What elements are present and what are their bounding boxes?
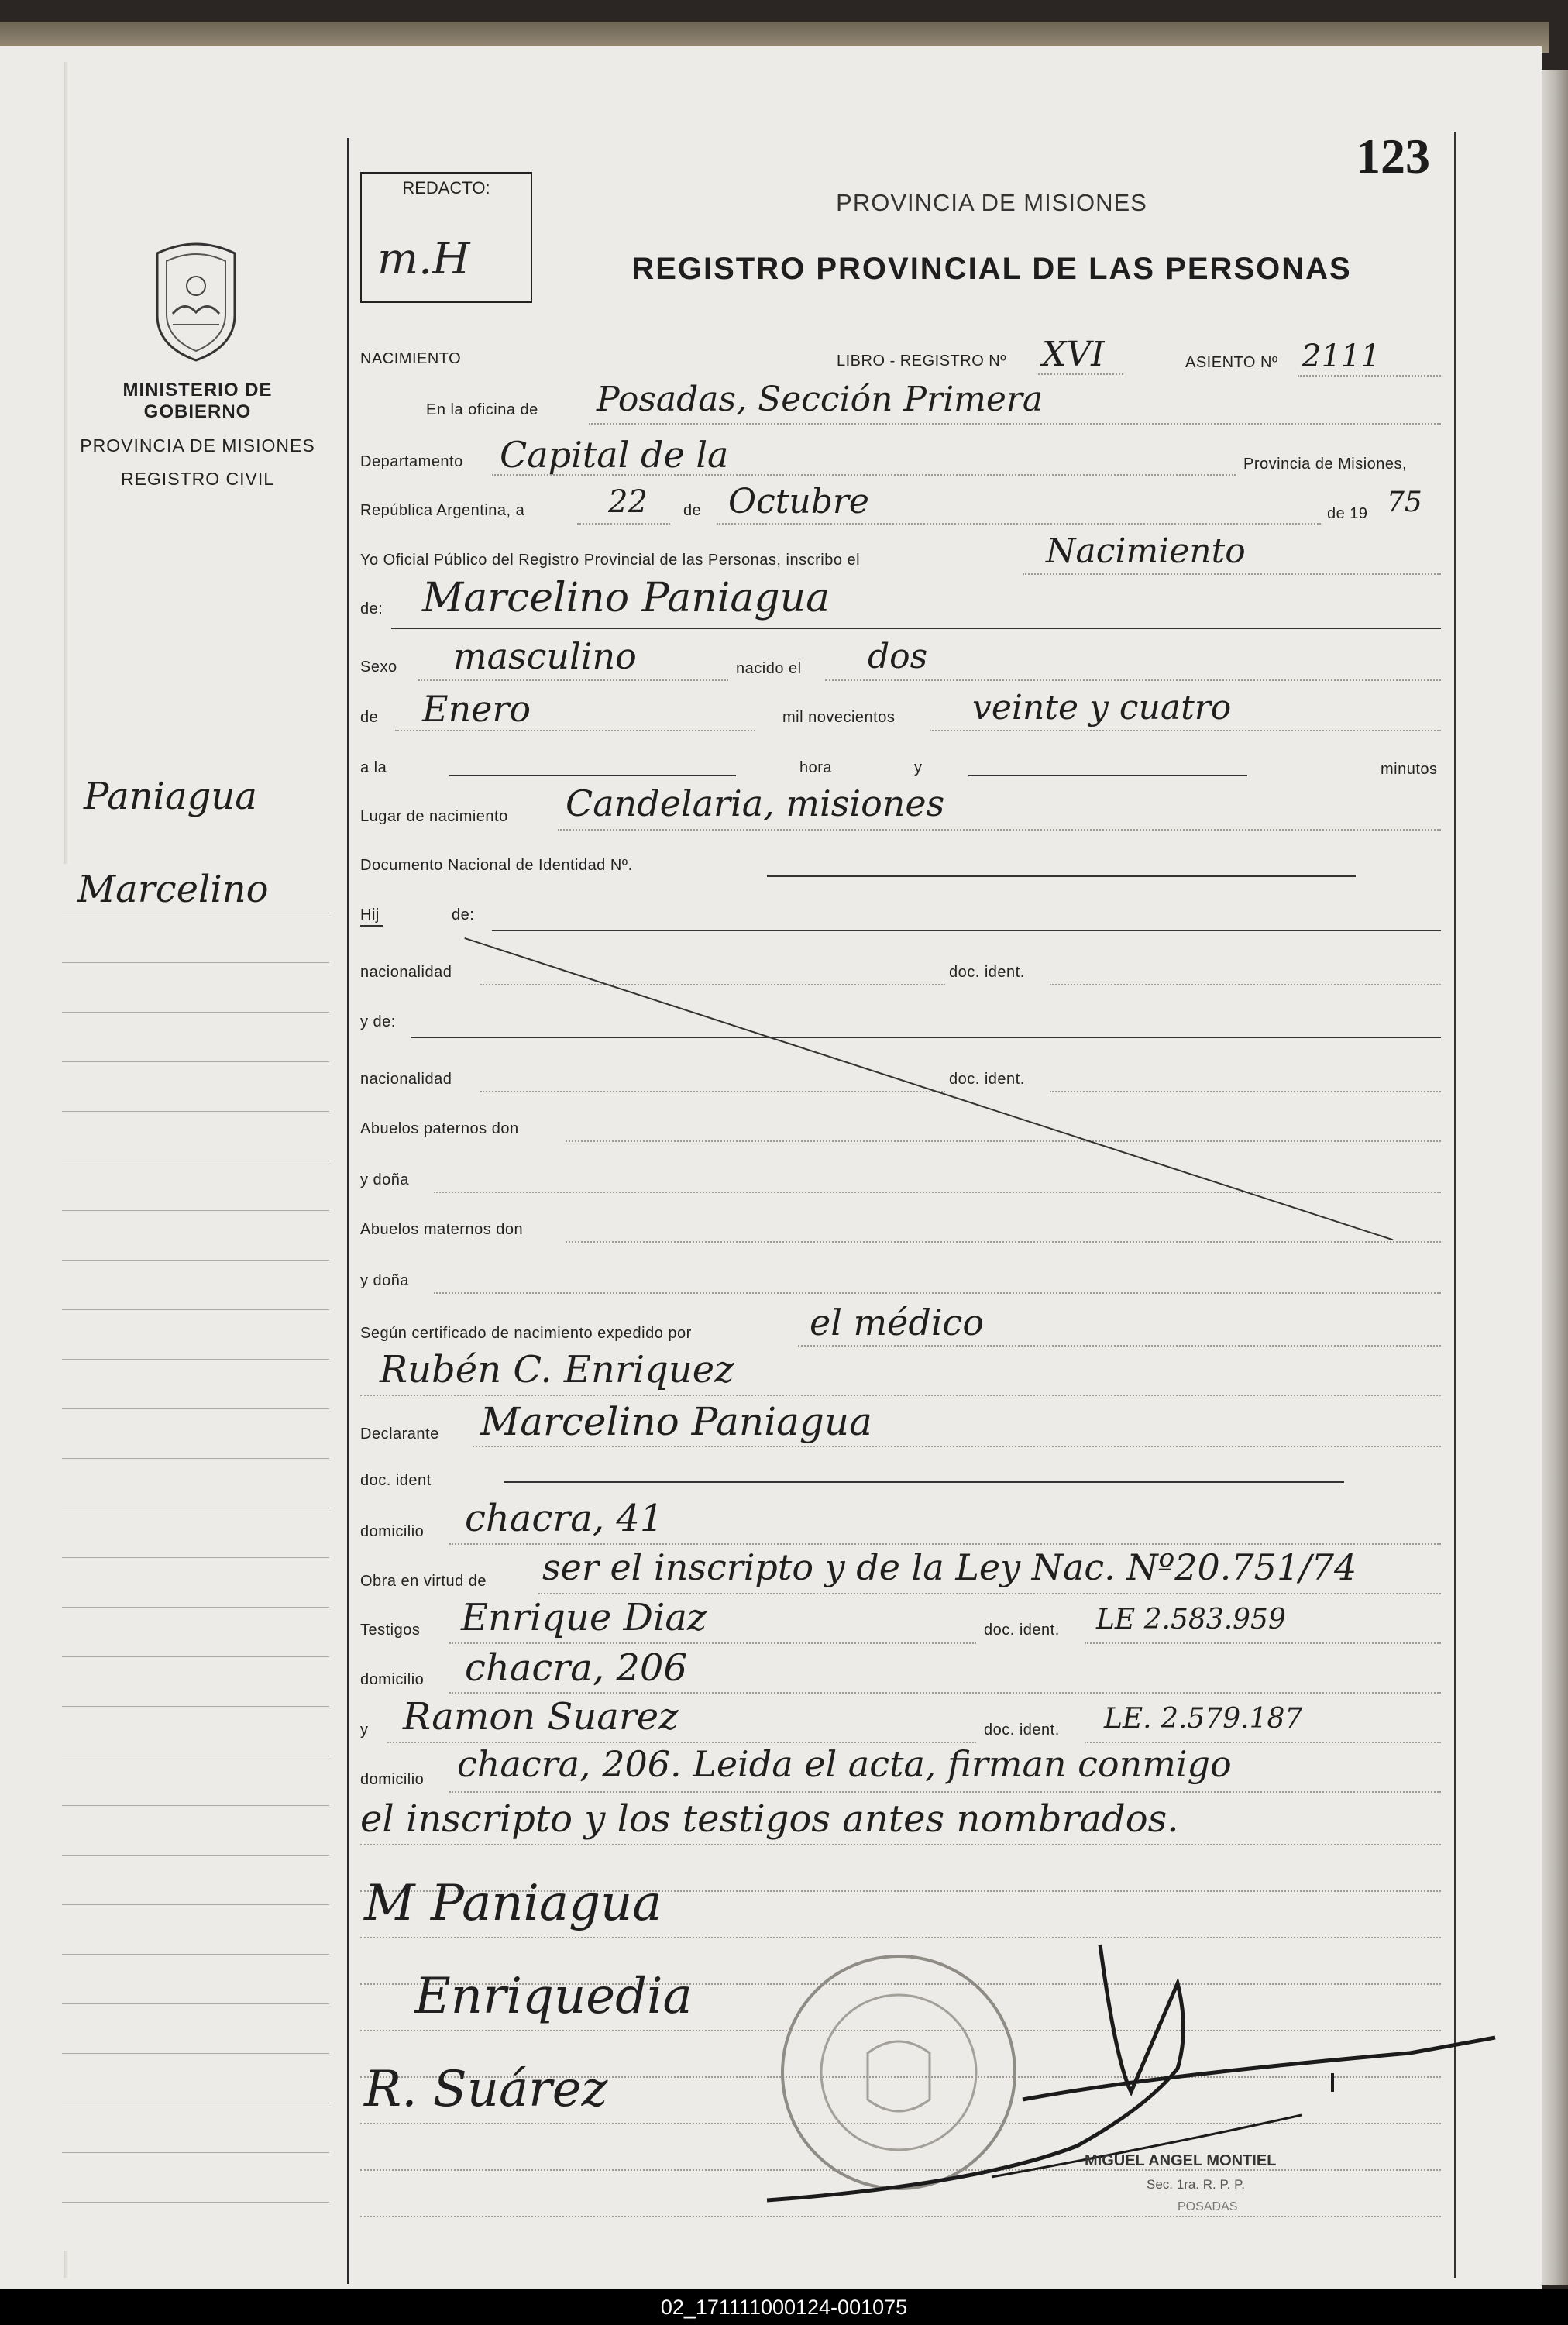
redacto-initials: m.H [377, 234, 470, 284]
testigos-label: Testigos [360, 1622, 421, 1639]
minutos-label: minutos [1381, 761, 1438, 778]
mes-nac-value: Enero [422, 688, 531, 730]
mes-value: Octubre [728, 482, 869, 521]
departamento-value: Capital de la [500, 434, 729, 476]
nacimiento-label: NACIMIENTO [360, 350, 462, 367]
nombre-value: Marcelino Paniagua [422, 575, 830, 621]
domicilio3-label: domicilio [360, 1771, 425, 1788]
registry-heading: REGISTRO PROVINCIAL DE LAS PERSONAS [631, 252, 1352, 286]
sexo-label: Sexo [360, 659, 397, 676]
de-label: de [683, 502, 702, 519]
official-stamp-line2: Sec. 1ra. R. P. P. [1147, 2177, 1245, 2192]
ministry-name: MINISTERIO DE GOBIERNO [122, 380, 273, 422]
oficina-value: Posadas, Sección Primera [597, 380, 1044, 419]
docident-t2-value: LE. 2.579.187 [1104, 1703, 1303, 1735]
asiento-value: 2111 [1302, 339, 1381, 374]
signature-testigo-2: R. Suárez [364, 2061, 608, 2118]
certificado-label: Según certificado de nacimiento expedido por [360, 1325, 692, 1342]
departamento-label: Departamento [360, 453, 463, 470]
signature-testigo-1: Enriquedia [414, 1968, 693, 2025]
margin-given-name: Marcelino [77, 868, 269, 911]
de2-label: de [360, 709, 379, 726]
hij-label: Hij [360, 906, 380, 923]
docident1-label: doc. ident. [949, 964, 1025, 981]
testigo2-value: Ramon Suarez [403, 1695, 679, 1739]
domicilio1-value: chacra, 41 [465, 1497, 664, 1540]
margin-surname: Paniagua [84, 775, 257, 818]
asiento-label: ASIENTO Nº [1185, 354, 1278, 371]
domicilio3-value: chacra, 206. Leida el acta, firman conmigo [457, 1743, 1232, 1785]
redacto-label: REDACTO: [402, 178, 490, 198]
official-stamp-name: MIGUEL ANGEL MONTIEL [1085, 2152, 1277, 2169]
dia-nac-value: dos [868, 637, 928, 676]
docident-declarante-label: doc. ident [360, 1472, 432, 1489]
ministry-block [70, 380, 325, 490]
libro-value: XVI [1042, 335, 1105, 374]
sexo-value: masculino [453, 635, 637, 677]
dia-value: 22 [608, 484, 648, 520]
docident2-label: doc. ident. [949, 1071, 1025, 1088]
lugar-value: Candelaria, misiones [566, 782, 945, 824]
abuelos-maternos-label: Abuelos maternos don [360, 1221, 524, 1238]
medico-value: Rubén C. Enriquez [380, 1348, 734, 1391]
yde-label: y de: [360, 1013, 396, 1030]
declarante-label: Declarante [360, 1426, 439, 1443]
margin-ruled-lines [62, 864, 329, 2251]
obra-label: Obra en virtud de [360, 1573, 487, 1590]
libro-label: LIBRO - REGISTRO Nº [837, 353, 1007, 370]
nacido-label: nacido el [736, 660, 802, 677]
page-number: 123 [1356, 129, 1430, 184]
testigo1-value: Enrique Diaz [461, 1596, 707, 1639]
dni-label: Documento Nacional de Identidad Nº. [360, 857, 633, 874]
hora-label: hora [799, 759, 833, 776]
certificado-value: el médico [810, 1302, 985, 1343]
official-signature-icon [744, 1921, 1511, 2231]
de-nombre-label: de: [360, 600, 383, 617]
domicilio1-label: domicilio [360, 1523, 425, 1540]
y2-label: y [360, 1721, 369, 1739]
ala-label: a la [360, 759, 387, 776]
declarante-value: Marcelino Paniagua [480, 1399, 872, 1444]
ydona2-label: y doña [360, 1272, 410, 1289]
oficina-label: En la oficina de [426, 401, 538, 418]
docident-t2-label: doc. ident. [984, 1721, 1060, 1739]
docident-t1-label: doc. ident. [984, 1622, 1060, 1639]
signature-inscripto: M Paniagua [364, 1875, 662, 1932]
cierre-value: el inscripto y los testigos antes nombrados. [360, 1797, 1179, 1841]
abuelos-paternos-label: Abuelos paternos don [360, 1120, 519, 1137]
anio-prefix: de 19 [1327, 505, 1368, 522]
official-stamp-line3: POSADAS [1178, 2200, 1238, 2213]
docident-t1-value: LE 2.583.959 [1096, 1604, 1286, 1635]
anio-value: 75 [1387, 487, 1422, 518]
ydona1-label: y doña [360, 1171, 410, 1188]
page-stack-edge [1542, 70, 1568, 2285]
provincia-suffix: Provincia de Misiones, [1243, 456, 1408, 473]
obra-value: ser el inscripto y de la Ley Nac. Nº20.751/74 [542, 1546, 1357, 1588]
domicilio2-label: domicilio [360, 1671, 425, 1688]
domicilio2-value: chacra, 206 [465, 1646, 687, 1690]
provincial-seal-icon [142, 238, 250, 362]
ministry-province: PROVINCIA DE MISIONES [80, 435, 315, 456]
nacionalidad1-label: nacionalidad [360, 964, 452, 981]
republica-label: República Argentina, a [360, 502, 525, 519]
margin-rule [347, 138, 349, 2284]
scan-id-footer: 02_171111000124-001075 [0, 2289, 1568, 2325]
redacto-box [360, 172, 532, 303]
anio-nac-value: veinte y cuatro [972, 688, 1232, 727]
ministry-registry: REGISTRO CIVIL [120, 469, 275, 489]
acto-value: Nacimiento [1046, 531, 1246, 571]
hij-de-label: de: [452, 906, 475, 923]
mil-label: mil novecientos [782, 709, 896, 726]
province-heading: PROVINCIA DE MISIONES [836, 189, 1147, 216]
y-label: y [914, 759, 923, 776]
oficial-label: Yo Oficial Público del Registro Provincial de las Personas, inscribo el [360, 552, 861, 569]
lugar-label: Lugar de nacimiento [360, 808, 508, 825]
nacionalidad2-label: nacionalidad [360, 1071, 452, 1088]
